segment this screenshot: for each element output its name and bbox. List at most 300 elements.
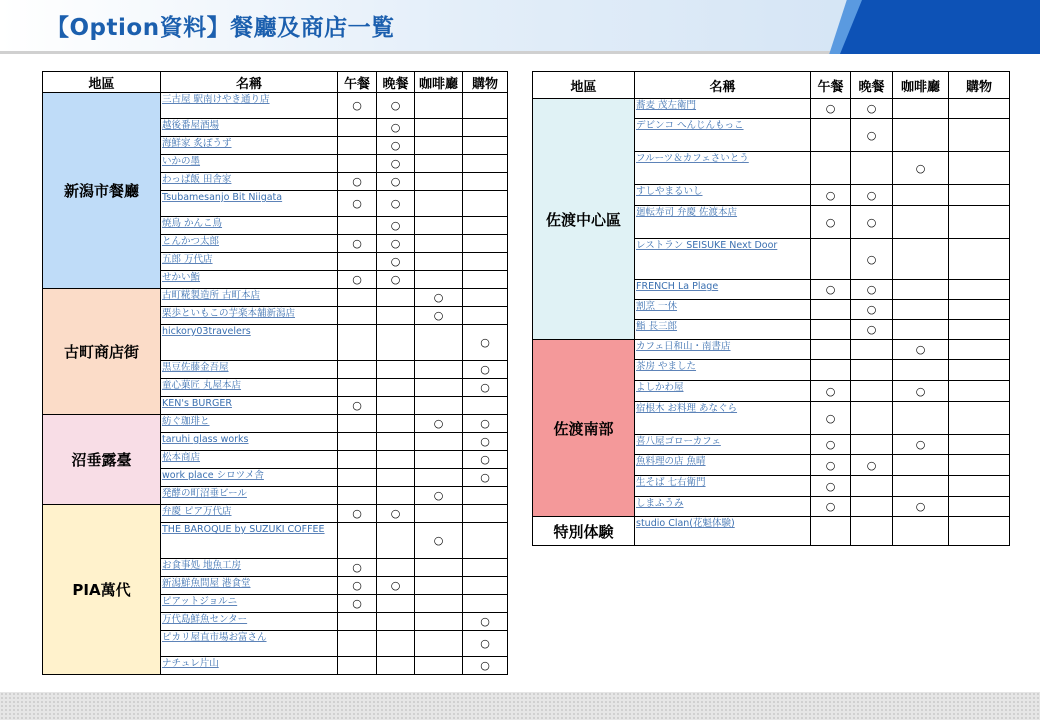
shop-name-cell xyxy=(635,320,811,340)
shop-name-cell xyxy=(161,137,338,155)
lunch-mark: ○ xyxy=(338,271,377,289)
shopping-mark xyxy=(463,119,508,137)
table-header-row xyxy=(533,72,1010,99)
shop-link[interactable]: 発酵の町沼垂ビール xyxy=(162,488,247,499)
dinner-mark: ○ xyxy=(851,119,893,152)
shopping-mark xyxy=(463,505,508,523)
shop-link[interactable]: 廻転寿司 弁慶 佐渡本店 xyxy=(636,207,738,218)
cafe-mark xyxy=(415,253,463,271)
shopping-mark: ○ xyxy=(463,361,508,379)
lunch-mark: ○ xyxy=(811,206,851,239)
shopping-mark xyxy=(949,381,1010,402)
cafe-mark xyxy=(893,99,949,119)
dinner-mark: ○ xyxy=(377,577,415,595)
shopping-mark xyxy=(949,320,1010,340)
shop-link[interactable]: 古町糀製造所 古町本店 xyxy=(162,290,261,301)
shop-name-cell xyxy=(161,451,338,469)
shop-name-cell xyxy=(161,289,338,307)
dinner-mark: ○ xyxy=(377,119,415,137)
dinner-mark xyxy=(377,289,415,307)
dinner-mark: ○ xyxy=(851,455,893,476)
dinner-mark xyxy=(377,307,415,325)
cafe-mark: ○ xyxy=(893,381,949,402)
region-cell: 佐渡中心區 xyxy=(533,99,635,340)
shop-name-cell xyxy=(635,185,811,206)
shop-name-cell xyxy=(635,476,811,497)
shop-link[interactable]: いかの墨 xyxy=(162,156,201,167)
dinner-mark xyxy=(851,517,893,546)
dinner-mark: ○ xyxy=(377,137,415,155)
region-cell: 古町商店街 xyxy=(43,289,161,415)
shop-link[interactable]: ナチュレ片山 xyxy=(162,658,219,669)
shop-link[interactable]: 紡ぐ珈琲と xyxy=(162,416,210,427)
shop-name-cell xyxy=(161,631,338,657)
table-row xyxy=(533,517,1010,546)
cafe-mark xyxy=(415,325,463,361)
cafe-mark: ○ xyxy=(415,307,463,325)
dinner-mark xyxy=(377,559,415,577)
lunch-mark: ○ xyxy=(811,185,851,206)
cafe-mark xyxy=(415,235,463,253)
cafe-mark: ○ xyxy=(893,497,949,517)
shopping-mark: ○ xyxy=(463,613,508,631)
shop-link[interactable]: 黒豆佐藤金吾屋 xyxy=(162,362,229,373)
lunch-mark: ○ xyxy=(338,93,377,119)
cafe-mark xyxy=(415,119,463,137)
dinner-mark: ○ xyxy=(377,173,415,191)
cafe-mark: ○ xyxy=(893,152,949,185)
dinner-mark: ○ xyxy=(377,155,415,173)
shopping-mark: ○ xyxy=(463,379,508,397)
cafe-mark xyxy=(893,402,949,435)
shopping-mark xyxy=(949,119,1010,152)
shopping-mark xyxy=(949,497,1010,517)
cafe-mark xyxy=(415,433,463,451)
lunch-mark xyxy=(811,517,851,546)
cafe-mark: ○ xyxy=(893,435,949,455)
dinner-mark xyxy=(377,325,415,361)
lunch-mark xyxy=(338,379,377,397)
table-row xyxy=(43,93,508,119)
lunch-mark xyxy=(338,415,377,433)
shop-link[interactable]: 魚料理の店 魚晴 xyxy=(636,456,706,467)
shop-link[interactable]: 宿根木 お料理 あなぐら xyxy=(636,403,738,414)
shop-name-cell xyxy=(161,469,338,487)
shop-link[interactable]: ピアットジョルニ xyxy=(162,596,238,607)
cafe-mark xyxy=(415,155,463,173)
header-cafe: 咖啡廳 xyxy=(893,72,949,99)
lunch-mark xyxy=(338,451,377,469)
cafe-mark xyxy=(893,206,949,239)
shop-link[interactable]: 万代島鮮魚センター xyxy=(162,614,248,625)
dinner-mark: ○ xyxy=(851,99,893,119)
cafe-mark xyxy=(415,379,463,397)
shop-name-cell xyxy=(635,152,811,185)
shopping-mark xyxy=(949,300,1010,320)
shop-name-cell xyxy=(161,253,338,271)
dinner-mark: ○ xyxy=(851,239,893,280)
shop-link[interactable]: studio Clan(花魁体験) xyxy=(636,518,735,529)
shop-name-cell xyxy=(161,325,338,361)
dinner-mark xyxy=(851,476,893,497)
dinner-mark: ○ xyxy=(851,280,893,300)
lunch-mark xyxy=(811,320,851,340)
shop-name-cell xyxy=(161,415,338,433)
dinner-mark xyxy=(377,631,415,657)
shop-name-cell xyxy=(161,577,338,595)
dinner-mark: ○ xyxy=(851,300,893,320)
shop-link[interactable]: 鮨 長三郎 xyxy=(636,321,678,332)
shop-name-cell xyxy=(161,559,338,577)
lunch-mark: ○ xyxy=(338,505,377,523)
cafe-mark: ○ xyxy=(415,415,463,433)
cafe-mark xyxy=(415,613,463,631)
shop-name-cell xyxy=(635,435,811,455)
dinner-mark: ○ xyxy=(377,217,415,235)
shopping-mark: ○ xyxy=(463,433,508,451)
shop-name-cell xyxy=(635,239,811,280)
shopping-mark xyxy=(949,455,1010,476)
table-row xyxy=(533,340,1010,360)
cafe-mark: ○ xyxy=(415,487,463,505)
table-row xyxy=(43,289,508,307)
header-shopping: 購物 xyxy=(949,72,1010,99)
shop-link[interactable]: 松本商店 xyxy=(162,452,201,463)
lunch-mark xyxy=(338,469,377,487)
cafe-mark xyxy=(415,397,463,415)
shop-name-cell xyxy=(161,657,338,675)
shop-name-cell xyxy=(635,402,811,435)
shopping-mark: ○ xyxy=(463,325,508,361)
cafe-mark xyxy=(893,280,949,300)
shop-name-cell xyxy=(161,505,338,523)
lunch-mark: ○ xyxy=(338,173,377,191)
page-title: 【Option資料】餐廳及商店一覧 xyxy=(46,15,395,41)
dinner-mark xyxy=(377,451,415,469)
shop-table-niigata xyxy=(42,71,508,675)
footer-band xyxy=(0,692,1040,720)
table-body xyxy=(533,99,1010,546)
header-lunch: 午餐 xyxy=(811,72,851,99)
shop-name-cell xyxy=(161,595,338,613)
shop-link[interactable]: work place シロツメ舎 xyxy=(162,470,264,481)
shop-link[interactable]: わっぱ飯 田舎家 xyxy=(162,174,232,185)
lunch-mark: ○ xyxy=(811,402,851,435)
shop-link[interactable]: 割烹 一休 xyxy=(636,301,678,312)
shopping-mark xyxy=(463,155,508,173)
lunch-mark xyxy=(338,361,377,379)
region-cell: 新潟市餐廳 xyxy=(43,93,161,289)
page-header xyxy=(0,0,1040,54)
shop-name-cell xyxy=(161,613,338,631)
shop-name-cell xyxy=(635,340,811,360)
header-shopping: 購物 xyxy=(463,72,508,93)
cafe-mark xyxy=(415,451,463,469)
dinner-mark: ○ xyxy=(377,93,415,119)
cafe-mark xyxy=(415,559,463,577)
dinner-mark: ○ xyxy=(851,185,893,206)
shop-link[interactable]: ピカリ屋直市場お富さん xyxy=(162,632,267,643)
shopping-mark: ○ xyxy=(463,657,508,675)
table-header-row xyxy=(43,72,508,93)
shop-link[interactable]: Tsubamesanjo Bit Niigata xyxy=(162,192,283,203)
shop-name-cell xyxy=(635,119,811,152)
cafe-mark: ○ xyxy=(415,289,463,307)
shopping-mark xyxy=(949,99,1010,119)
shopping-mark xyxy=(949,185,1010,206)
cafe-mark xyxy=(415,505,463,523)
dinner-mark: ○ xyxy=(377,505,415,523)
shopping-mark: ○ xyxy=(463,415,508,433)
shopping-mark xyxy=(463,235,508,253)
cafe-mark xyxy=(893,517,949,546)
dinner-mark xyxy=(377,487,415,505)
shop-link[interactable]: FRENCH La Plage xyxy=(636,281,719,292)
lunch-mark xyxy=(338,487,377,505)
shop-link[interactable]: 喜八屋ゴローカフェ xyxy=(636,436,721,447)
cafe-mark xyxy=(415,191,463,217)
header-cafe: 咖啡廳 xyxy=(415,72,463,93)
shopping-mark xyxy=(949,402,1010,435)
cafe-mark xyxy=(893,320,949,340)
shop-name-cell xyxy=(635,455,811,476)
shop-name-cell xyxy=(161,523,338,559)
shop-link[interactable]: 焼鳥 かんこ鳥 xyxy=(162,218,223,229)
dinner-mark xyxy=(377,657,415,675)
cafe-mark xyxy=(415,217,463,235)
region-cell: 特別体験 xyxy=(533,517,635,546)
lunch-mark: ○ xyxy=(811,381,851,402)
shop-link[interactable]: 童心菓匠 丸屋本店 xyxy=(162,380,242,391)
shopping-mark: ○ xyxy=(463,631,508,657)
shop-table-sado xyxy=(532,71,1010,546)
table-body xyxy=(43,93,508,675)
dinner-mark: ○ xyxy=(851,320,893,340)
lunch-mark xyxy=(338,155,377,173)
shopping-mark xyxy=(463,271,508,289)
lunch-mark xyxy=(338,253,377,271)
lunch-mark xyxy=(338,613,377,631)
cafe-mark xyxy=(415,657,463,675)
shop-link[interactable]: よしかわ屋 xyxy=(636,382,684,393)
shop-name-cell xyxy=(635,206,811,239)
region-cell: 沼垂露臺 xyxy=(43,415,161,505)
shop-link[interactable]: 海鮮家 炙ぽうず xyxy=(162,138,232,149)
dinner-mark xyxy=(851,360,893,381)
region-cell: 佐渡南部 xyxy=(533,340,635,517)
shop-name-cell xyxy=(161,271,338,289)
lunch-mark xyxy=(811,340,851,360)
cafe-mark: ○ xyxy=(415,523,463,559)
shop-name-cell xyxy=(635,300,811,320)
shop-link[interactable]: せかい鮨 xyxy=(162,272,201,283)
header-accent-band xyxy=(840,0,1040,54)
lunch-mark xyxy=(338,217,377,235)
shop-link[interactable]: 弁慶 ピア万代店 xyxy=(162,506,232,517)
lunch-mark: ○ xyxy=(338,191,377,217)
shop-link[interactable]: THE BAROQUE by SUZUKI COFFEE xyxy=(162,524,325,535)
header-dinner: 晚餐 xyxy=(377,72,415,93)
shopping-mark xyxy=(463,559,508,577)
shop-link[interactable]: 三古屋 駅南けやき通り店 xyxy=(162,94,270,105)
shopping-mark xyxy=(463,191,508,217)
dinner-mark xyxy=(851,381,893,402)
header-dinner: 晚餐 xyxy=(851,72,893,99)
shopping-mark: ○ xyxy=(463,451,508,469)
dinner-mark xyxy=(377,433,415,451)
cafe-mark xyxy=(415,271,463,289)
dinner-mark xyxy=(851,402,893,435)
lunch-mark xyxy=(338,523,377,559)
cafe-mark xyxy=(415,595,463,613)
shop-name-cell xyxy=(161,93,338,119)
shop-name-cell xyxy=(635,381,811,402)
table-row xyxy=(533,99,1010,119)
shop-name-cell xyxy=(161,155,338,173)
lunch-mark xyxy=(811,360,851,381)
dinner-mark: ○ xyxy=(377,271,415,289)
shop-link[interactable]: フルーツ＆カフェさいとう xyxy=(636,153,749,164)
lunch-mark xyxy=(811,119,851,152)
shopping-mark xyxy=(463,253,508,271)
shopping-mark xyxy=(949,517,1010,546)
lunch-mark xyxy=(811,239,851,280)
shop-link[interactable]: 新潟鮮魚問屋 港食堂 xyxy=(162,578,251,589)
shop-name-cell xyxy=(635,280,811,300)
shopping-mark xyxy=(949,280,1010,300)
shopping-mark xyxy=(463,397,508,415)
lunch-mark: ○ xyxy=(338,577,377,595)
shopping-mark xyxy=(463,307,508,325)
header-region: 地區 xyxy=(43,72,161,93)
lunch-mark xyxy=(338,307,377,325)
lunch-mark: ○ xyxy=(811,476,851,497)
dinner-mark xyxy=(377,469,415,487)
shop-name-cell xyxy=(635,99,811,119)
lunch-mark xyxy=(338,631,377,657)
shopping-mark xyxy=(463,173,508,191)
dinner-mark: ○ xyxy=(377,235,415,253)
lunch-mark: ○ xyxy=(811,497,851,517)
shop-name-cell xyxy=(161,217,338,235)
shop-link[interactable]: taruhi glass works xyxy=(162,434,249,445)
lunch-mark xyxy=(338,289,377,307)
shop-name-cell xyxy=(161,191,338,217)
dinner-mark xyxy=(377,379,415,397)
header-name: 名稱 xyxy=(635,72,811,99)
shop-name-cell xyxy=(161,361,338,379)
shop-name-cell xyxy=(635,360,811,381)
cafe-mark: ○ xyxy=(893,340,949,360)
lunch-mark: ○ xyxy=(338,235,377,253)
shop-name-cell xyxy=(161,487,338,505)
shopping-mark xyxy=(463,595,508,613)
cafe-mark xyxy=(893,455,949,476)
lunch-mark: ○ xyxy=(811,99,851,119)
cafe-mark xyxy=(415,469,463,487)
shopping-mark xyxy=(949,435,1010,455)
dinner-mark: ○ xyxy=(377,253,415,271)
shop-link[interactable]: カフェ日和山・南書店 xyxy=(636,341,731,352)
table-row xyxy=(43,415,508,433)
shopping-mark xyxy=(949,239,1010,280)
dinner-mark xyxy=(377,595,415,613)
dinner-mark xyxy=(377,361,415,379)
dinner-mark xyxy=(377,415,415,433)
dinner-mark xyxy=(377,613,415,631)
lunch-mark: ○ xyxy=(338,559,377,577)
shop-name-cell xyxy=(161,433,338,451)
shop-link[interactable]: 越後番屋酒場 xyxy=(162,120,220,131)
dinner-mark: ○ xyxy=(851,206,893,239)
shop-link[interactable]: 五郎 万代店 xyxy=(162,254,213,265)
lunch-mark: ○ xyxy=(811,280,851,300)
shop-link[interactable]: しまふうみ xyxy=(636,498,684,509)
dinner-mark xyxy=(851,340,893,360)
shop-link[interactable]: 生そば 七右衛門 xyxy=(636,477,706,488)
lunch-mark xyxy=(338,433,377,451)
cafe-mark xyxy=(893,360,949,381)
shopping-mark xyxy=(949,206,1010,239)
shop-link[interactable]: 栗歩といもこの芋楽本舗新潟店 xyxy=(162,308,296,319)
dinner-mark xyxy=(377,397,415,415)
cafe-mark xyxy=(893,476,949,497)
shop-link[interactable]: とんかつ太郎 xyxy=(162,236,220,247)
shopping-mark xyxy=(463,577,508,595)
shop-link[interactable]: hickory03travelers xyxy=(162,326,251,337)
shopping-mark xyxy=(463,217,508,235)
shop-name-cell xyxy=(161,235,338,253)
cafe-mark xyxy=(893,185,949,206)
shop-name-cell xyxy=(161,173,338,191)
lunch-mark xyxy=(338,119,377,137)
lunch-mark: ○ xyxy=(811,455,851,476)
lunch-mark xyxy=(338,657,377,675)
shop-link[interactable]: KEN's BURGER xyxy=(162,398,232,409)
shopping-mark xyxy=(949,476,1010,497)
shopping-mark xyxy=(949,340,1010,360)
shopping-mark xyxy=(463,523,508,559)
dinner-mark xyxy=(377,523,415,559)
shopping-mark xyxy=(463,289,508,307)
shop-name-cell xyxy=(635,517,811,546)
shopping-mark xyxy=(949,152,1010,185)
dinner-mark xyxy=(851,497,893,517)
shop-name-cell xyxy=(161,307,338,325)
shopping-mark xyxy=(463,487,508,505)
shop-link[interactable]: 蕎麦 茂左衛門 xyxy=(636,100,697,111)
shop-link[interactable]: レストラン SEISUKE Next Door xyxy=(636,240,778,251)
cafe-mark xyxy=(415,137,463,155)
header-lunch: 午餐 xyxy=(338,72,377,93)
shop-link[interactable]: すしやまるいし xyxy=(636,186,703,197)
shop-link[interactable]: お食事処 地魚工房 xyxy=(162,560,242,571)
shop-link[interactable]: 茶房 やました xyxy=(636,361,697,372)
lunch-mark: ○ xyxy=(811,435,851,455)
shopping-mark: ○ xyxy=(463,469,508,487)
cafe-mark xyxy=(415,631,463,657)
header-region: 地區 xyxy=(533,72,635,99)
cafe-mark xyxy=(415,577,463,595)
lunch-mark xyxy=(811,152,851,185)
shop-link[interactable]: デビンコ へんじんもっこ xyxy=(636,120,744,131)
cafe-mark xyxy=(893,300,949,320)
shopping-mark xyxy=(463,137,508,155)
shop-name-cell xyxy=(161,397,338,415)
shop-name-cell xyxy=(161,379,338,397)
dinner-mark xyxy=(851,152,893,185)
dinner-mark xyxy=(851,435,893,455)
